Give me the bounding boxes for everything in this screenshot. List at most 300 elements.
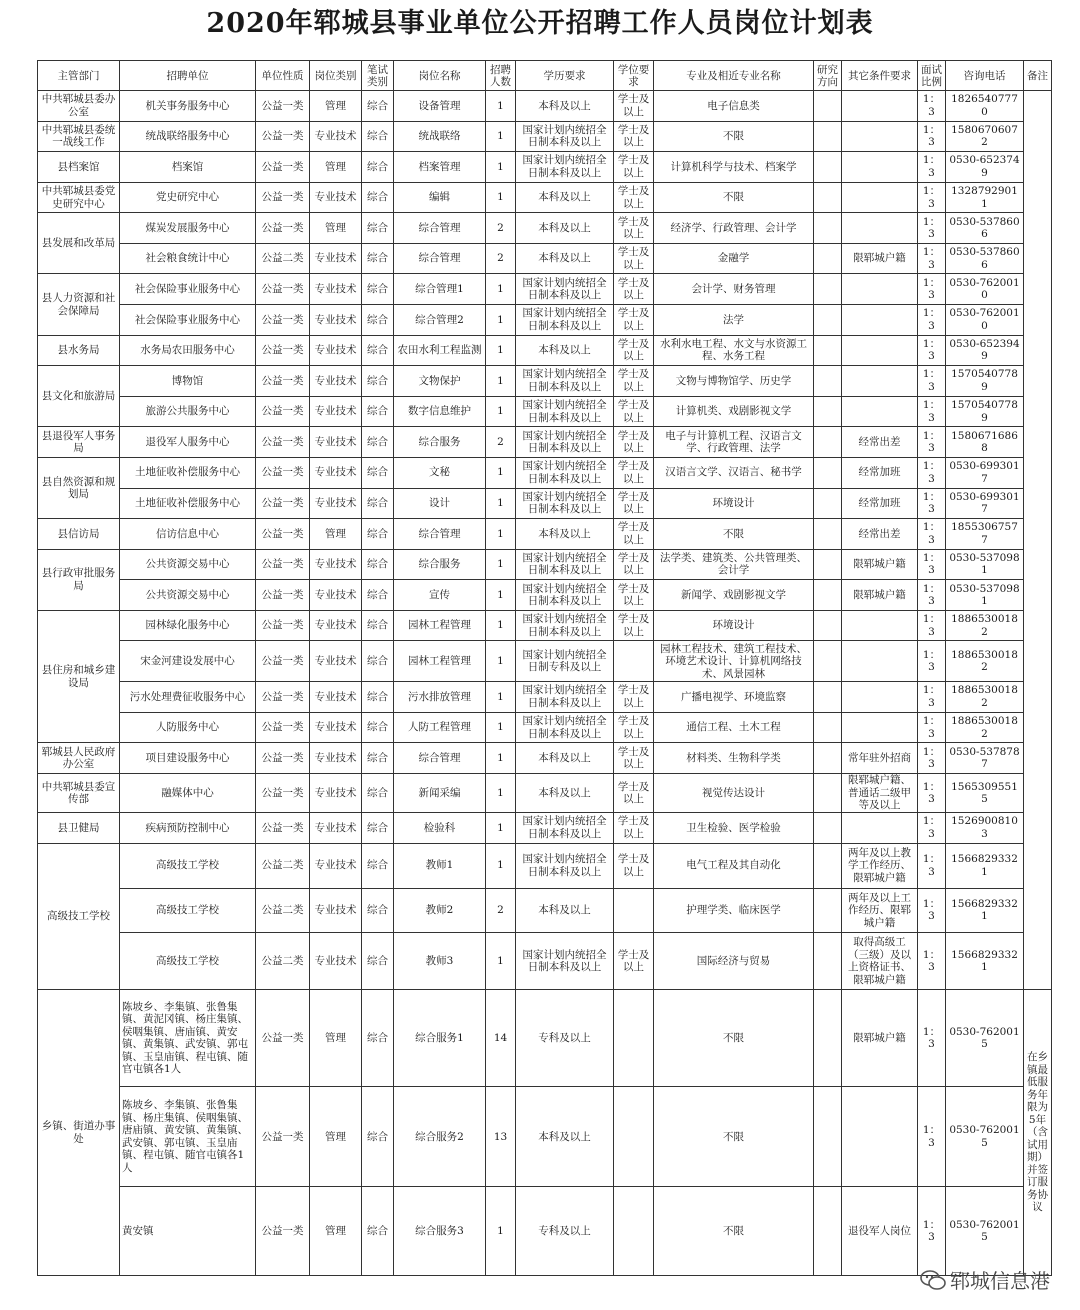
cell-major: 法学类、建筑类、公共管理类、会计学 bbox=[654, 549, 814, 580]
cell-major: 国际经济与贸易 bbox=[654, 933, 814, 990]
cell-phone: 18865300182 bbox=[946, 641, 1024, 682]
cell-dir bbox=[814, 519, 842, 550]
cell-exam: 综合 bbox=[362, 488, 394, 519]
cell-ratio: 1：3 bbox=[918, 743, 946, 774]
cell-other: 经常加班 bbox=[842, 457, 918, 488]
cell-phone: 0530-5378787 bbox=[946, 743, 1024, 774]
cell-post: 综合服务2 bbox=[394, 1087, 486, 1187]
column-header: 学历要求 bbox=[516, 61, 614, 91]
table-row bbox=[38, 366, 1052, 397]
cell-other bbox=[842, 182, 918, 213]
table-row bbox=[38, 91, 1052, 122]
cell-dir bbox=[814, 610, 842, 641]
cell-post: 设计 bbox=[394, 488, 486, 519]
cell-num: 1 bbox=[486, 773, 516, 812]
table-row bbox=[38, 457, 1052, 488]
table-row bbox=[38, 682, 1052, 713]
cell-cat: 专业技术 bbox=[310, 427, 362, 458]
cell-phone: 0530-6993017 bbox=[946, 488, 1024, 519]
cell-num: 1 bbox=[486, 488, 516, 519]
cell-exam: 综合 bbox=[362, 1087, 394, 1187]
cell-dept: 县行政审批服务局 bbox=[38, 549, 120, 610]
cell-num: 2 bbox=[486, 427, 516, 458]
table-row bbox=[38, 990, 1052, 1087]
cell-cat: 管理 bbox=[310, 213, 362, 244]
cell-exam: 综合 bbox=[362, 396, 394, 427]
cell-edu: 国家计划内统招全日制本科及以上 bbox=[516, 682, 614, 713]
cell-cat: 专业技术 bbox=[310, 121, 362, 152]
cell-major: 金融学 bbox=[654, 243, 814, 274]
column-header: 招聘人数 bbox=[486, 61, 516, 91]
cell-major: 不限 bbox=[654, 990, 814, 1087]
cell-other bbox=[842, 335, 918, 366]
cell-unit: 档案馆 bbox=[120, 152, 256, 183]
cell-dir bbox=[814, 682, 842, 713]
cell-ratio: 1：3 bbox=[918, 274, 946, 305]
cell-other: 限郓城户籍、普通话二级甲等及以上 bbox=[842, 773, 918, 812]
cell-exam: 综合 bbox=[362, 813, 394, 844]
cell-edu: 国家计划内统招全日制本科及以上 bbox=[516, 549, 614, 580]
cell-degree: 学士及以上 bbox=[614, 712, 654, 743]
cell-phone: 15705407789 bbox=[946, 396, 1024, 427]
cell-unit: 公共资源交易中心 bbox=[120, 580, 256, 611]
cell-dept: 县档案馆 bbox=[38, 152, 120, 183]
cell-nature: 公益一类 bbox=[256, 396, 310, 427]
table-row bbox=[38, 305, 1052, 336]
cell-nature: 公益一类 bbox=[256, 274, 310, 305]
cell-exam: 综合 bbox=[362, 121, 394, 152]
cell-degree: 学士及以上 bbox=[614, 580, 654, 611]
cell-num: 1 bbox=[486, 152, 516, 183]
cell-dir bbox=[814, 152, 842, 183]
cell-ratio: 1：3 bbox=[918, 580, 946, 611]
cell-cat: 专业技术 bbox=[310, 712, 362, 743]
cell-unit: 项目建设服务中心 bbox=[120, 743, 256, 774]
table-row bbox=[38, 396, 1052, 427]
cell-exam: 综合 bbox=[362, 580, 394, 611]
cell-edu: 国家计划内统招全日制本科及以上 bbox=[516, 121, 614, 152]
cell-cat: 专业技术 bbox=[310, 610, 362, 641]
cell-other bbox=[842, 366, 918, 397]
cell-post: 新闻采编 bbox=[394, 773, 486, 812]
cell-nature: 公益一类 bbox=[256, 121, 310, 152]
cell-dir bbox=[814, 843, 842, 888]
cell-post: 统战联络 bbox=[394, 121, 486, 152]
cell-edu: 国家计划内统招全日制本科及以上 bbox=[516, 396, 614, 427]
cell-major: 汉语言文学、汉语言、秘书学 bbox=[654, 457, 814, 488]
cell-major: 视觉传达设计 bbox=[654, 773, 814, 812]
cell-dir bbox=[814, 305, 842, 336]
cell-dir bbox=[814, 990, 842, 1087]
cell-nature: 公益一类 bbox=[256, 182, 310, 213]
cell-exam: 综合 bbox=[362, 182, 394, 213]
cell-ratio: 1：3 bbox=[918, 813, 946, 844]
table-row bbox=[38, 1087, 1052, 1187]
cell-ratio: 1：3 bbox=[918, 888, 946, 933]
cell-ratio: 1：3 bbox=[918, 121, 946, 152]
table-row bbox=[38, 152, 1052, 183]
cell-dir bbox=[814, 641, 842, 682]
cell-other: 经常加班 bbox=[842, 488, 918, 519]
cell-ratio: 1：3 bbox=[918, 712, 946, 743]
cell-exam: 综合 bbox=[362, 213, 394, 244]
cell-nature: 公益一类 bbox=[256, 743, 310, 774]
cell-num: 13 bbox=[486, 1087, 516, 1187]
cell-num: 1 bbox=[486, 519, 516, 550]
cell-other: 取得高级工（三级）及以上资格证书、限郓城户籍 bbox=[842, 933, 918, 990]
cell-num: 1 bbox=[486, 610, 516, 641]
cell-cat: 管理 bbox=[310, 519, 362, 550]
cell-edu: 本科及以上 bbox=[516, 213, 614, 244]
cell-major: 不限 bbox=[654, 1187, 814, 1276]
cell-nature: 公益一类 bbox=[256, 549, 310, 580]
cell-phone: 18865300182 bbox=[946, 712, 1024, 743]
cell-nature: 公益二类 bbox=[256, 933, 310, 990]
cell-dept: 县自然资源和规划局 bbox=[38, 457, 120, 518]
table-row bbox=[38, 580, 1052, 611]
cell-unit: 退役军人服务中心 bbox=[120, 427, 256, 458]
cell-unit: 陈坡乡、李集镇、张鲁集镇、黄泥冈镇、杨庄集镇、侯咽集镇、唐庙镇、黄安镇、黄集镇、武安镇、郭屯镇、玉皇庙镇、程屯镇、随官屯镇各1人 bbox=[120, 990, 256, 1087]
cell-edu: 国家计划内统招全日制本科及以上 bbox=[516, 457, 614, 488]
cell-dir bbox=[814, 427, 842, 458]
cell-dir bbox=[814, 1087, 842, 1187]
table-row bbox=[38, 773, 1052, 812]
cell-ratio: 1：3 bbox=[918, 773, 946, 812]
cell-unit: 党史研究中心 bbox=[120, 182, 256, 213]
cell-unit: 园林绿化服务中心 bbox=[120, 610, 256, 641]
cell-dir bbox=[814, 743, 842, 774]
wechat-icon bbox=[920, 1269, 946, 1291]
cell-cat: 专业技术 bbox=[310, 335, 362, 366]
cell-post: 文秘 bbox=[394, 457, 486, 488]
cell-num: 1 bbox=[486, 396, 516, 427]
cell-cat: 专业技术 bbox=[310, 182, 362, 213]
cell-cat: 专业技术 bbox=[310, 843, 362, 888]
cell-cat: 专业技术 bbox=[310, 488, 362, 519]
cell-post: 综合管理 bbox=[394, 743, 486, 774]
cell-degree bbox=[614, 1087, 654, 1187]
cell-nature: 公益一类 bbox=[256, 366, 310, 397]
cell-degree: 学士及以上 bbox=[614, 182, 654, 213]
cell-edu: 本科及以上 bbox=[516, 91, 614, 122]
cell-unit: 黄安镇 bbox=[120, 1187, 256, 1276]
cell-other: 限郓城户籍 bbox=[842, 549, 918, 580]
cell-edu: 国家计划内统招全日制本科及以上 bbox=[516, 488, 614, 519]
cell-degree: 学士及以上 bbox=[614, 152, 654, 183]
cell-other: 退役军人岗位 bbox=[842, 1187, 918, 1276]
cell-degree: 学士及以上 bbox=[614, 427, 654, 458]
cell-phone: 0530-7620010 bbox=[946, 274, 1024, 305]
cell-post: 污水排放管理 bbox=[394, 682, 486, 713]
cell-dir bbox=[814, 182, 842, 213]
cell-dept: 县文化和旅游局 bbox=[38, 366, 120, 427]
cell-phone: 18865300182 bbox=[946, 610, 1024, 641]
cell-degree: 学士及以上 bbox=[614, 813, 654, 844]
cell-major: 环境设计 bbox=[654, 488, 814, 519]
cell-nature: 公益一类 bbox=[256, 990, 310, 1087]
cell-edu: 国家计划内统招全日制本科及以上 bbox=[516, 933, 614, 990]
cell-edu: 国家计划内统招全日制本科及以上 bbox=[516, 427, 614, 458]
table-row bbox=[38, 1187, 1052, 1276]
cell-dir bbox=[814, 1187, 842, 1276]
cell-exam: 综合 bbox=[362, 933, 394, 990]
cell-dir bbox=[814, 712, 842, 743]
cell-major: 通信工程、土木工程 bbox=[654, 712, 814, 743]
cell-unit: 社会保险事业服务中心 bbox=[120, 305, 256, 336]
cell-degree: 学士及以上 bbox=[614, 682, 654, 713]
cell-dir bbox=[814, 366, 842, 397]
cell-major: 水利水电工程、水文与水资源工程、水务工程 bbox=[654, 335, 814, 366]
cell-num: 1 bbox=[486, 843, 516, 888]
cell-ratio: 1：3 bbox=[918, 488, 946, 519]
cell-major: 电子信息类 bbox=[654, 91, 814, 122]
cell-degree: 学士及以上 bbox=[614, 549, 654, 580]
cell-ratio: 1：3 bbox=[918, 396, 946, 427]
cell-unit: 土地征收补偿服务中心 bbox=[120, 488, 256, 519]
cell-dir bbox=[814, 274, 842, 305]
cell-cat: 专业技术 bbox=[310, 933, 362, 990]
table-row bbox=[38, 743, 1052, 774]
cell-dir bbox=[814, 243, 842, 274]
column-header: 岗位类别 bbox=[310, 61, 362, 91]
cell-dept: 郓城县人民政府办公室 bbox=[38, 743, 120, 774]
cell-major: 不限 bbox=[654, 519, 814, 550]
cell-other: 常年驻外招商 bbox=[842, 743, 918, 774]
cell-post: 综合服务 bbox=[394, 427, 486, 458]
cell-dir bbox=[814, 396, 842, 427]
cell-major: 计算机科学与技术、档案学 bbox=[654, 152, 814, 183]
cell-phone: 0530-6523949 bbox=[946, 335, 1024, 366]
cell-cat: 专业技术 bbox=[310, 243, 362, 274]
cell-edu: 本科及以上 bbox=[516, 888, 614, 933]
cell-degree: 学士及以上 bbox=[614, 457, 654, 488]
cell-ratio: 1：3 bbox=[918, 213, 946, 244]
cell-major: 法学 bbox=[654, 305, 814, 336]
cell-post: 人防工程管理 bbox=[394, 712, 486, 743]
cell-unit: 融媒体中心 bbox=[120, 773, 256, 812]
cell-dept: 县卫健局 bbox=[38, 813, 120, 844]
cell-phone: 0530-6993017 bbox=[946, 457, 1024, 488]
cell-cat: 专业技术 bbox=[310, 813, 362, 844]
cell-post: 教师1 bbox=[394, 843, 486, 888]
cell-post: 综合管理1 bbox=[394, 274, 486, 305]
cell-num: 2 bbox=[486, 213, 516, 244]
cell-other bbox=[842, 641, 918, 682]
cell-edu: 国家计划内统招全日制本科及以上 bbox=[516, 366, 614, 397]
column-header: 其它条件要求 bbox=[842, 61, 918, 91]
cell-other: 两年及以上教学工作经历、限郓城户籍 bbox=[842, 843, 918, 888]
cell-degree: 学士及以上 bbox=[614, 274, 654, 305]
table-row bbox=[38, 488, 1052, 519]
cell-exam: 综合 bbox=[362, 335, 394, 366]
cell-num: 1 bbox=[486, 366, 516, 397]
cell-major: 卫生检验、医学检验 bbox=[654, 813, 814, 844]
cell-degree bbox=[614, 990, 654, 1087]
cell-cat: 专业技术 bbox=[310, 743, 362, 774]
cell-cat: 专业技术 bbox=[310, 682, 362, 713]
cell-ratio: 1：3 bbox=[918, 91, 946, 122]
cell-num: 1 bbox=[486, 457, 516, 488]
cell-unit: 社会保险事业服务中心 bbox=[120, 274, 256, 305]
cell-edu: 国家计划内统招全日制本科及以上 bbox=[516, 843, 614, 888]
cell-dir bbox=[814, 213, 842, 244]
cell-nature: 公益一类 bbox=[256, 427, 310, 458]
cell-unit: 机关事务服务中心 bbox=[120, 91, 256, 122]
cell-edu: 本科及以上 bbox=[516, 182, 614, 213]
cell-cat: 管理 bbox=[310, 1087, 362, 1187]
cell-major: 不限 bbox=[654, 182, 814, 213]
cell-post: 综合服务3 bbox=[394, 1187, 486, 1276]
cell-ratio: 1：3 bbox=[918, 549, 946, 580]
cell-unit: 信访信息中心 bbox=[120, 519, 256, 550]
cell-ratio: 1：3 bbox=[918, 933, 946, 990]
cell-nature: 公益一类 bbox=[256, 641, 310, 682]
cell-dir bbox=[814, 813, 842, 844]
table-row bbox=[38, 843, 1052, 888]
cell-cat: 专业技术 bbox=[310, 366, 362, 397]
cell-unit: 污水处理费征收服务中心 bbox=[120, 682, 256, 713]
cell-nature: 公益一类 bbox=[256, 813, 310, 844]
cell-edu: 本科及以上 bbox=[516, 1087, 614, 1187]
cell-exam: 综合 bbox=[362, 91, 394, 122]
page-title: 2020年郓城县事业单位公开招聘工作人员岗位计划表 bbox=[206, 8, 874, 39]
cell-exam: 综合 bbox=[362, 990, 394, 1087]
cell-edu: 本科及以上 bbox=[516, 743, 614, 774]
column-header: 笔试类别 bbox=[362, 61, 394, 91]
cell-degree: 学士及以上 bbox=[614, 366, 654, 397]
cell-major: 不限 bbox=[654, 121, 814, 152]
column-header: 学位要求 bbox=[614, 61, 654, 91]
cell-nature: 公益一类 bbox=[256, 457, 310, 488]
cell-cat: 专业技术 bbox=[310, 773, 362, 812]
cell-nature: 公益一类 bbox=[256, 213, 310, 244]
cell-ratio: 1：3 bbox=[918, 243, 946, 274]
cell-major: 不限 bbox=[654, 1087, 814, 1187]
cell-phone: 0530-7620015 bbox=[946, 990, 1024, 1087]
cell-other bbox=[842, 152, 918, 183]
cell-major: 经济学、行政管理、会计学 bbox=[654, 213, 814, 244]
cell-ratio: 1：3 bbox=[918, 1087, 946, 1187]
cell-exam: 综合 bbox=[362, 641, 394, 682]
cell-exam: 综合 bbox=[362, 457, 394, 488]
cell-degree bbox=[614, 641, 654, 682]
cell-other bbox=[842, 682, 918, 713]
cell-ratio: 1：3 bbox=[918, 641, 946, 682]
cell-post: 综合管理 bbox=[394, 243, 486, 274]
cell-degree: 学士及以上 bbox=[614, 121, 654, 152]
cell-dept: 中共郓城县委党史研究中心 bbox=[38, 182, 120, 213]
cell-unit: 博物馆 bbox=[120, 366, 256, 397]
column-header: 专业及相近专业名称 bbox=[654, 61, 814, 91]
cell-post: 综合服务 bbox=[394, 549, 486, 580]
cell-post: 数字信息维护 bbox=[394, 396, 486, 427]
cell-exam: 综合 bbox=[362, 305, 394, 336]
cell-cat: 专业技术 bbox=[310, 396, 362, 427]
cell-degree: 学士及以上 bbox=[614, 91, 654, 122]
table-row bbox=[38, 121, 1052, 152]
cell-edu: 国家计划内统招全日制本科及以上 bbox=[516, 580, 614, 611]
column-header: 岗位名称 bbox=[394, 61, 486, 91]
cell-num: 14 bbox=[486, 990, 516, 1087]
cell-num: 1 bbox=[486, 549, 516, 580]
column-header: 咨询电话 bbox=[946, 61, 1024, 91]
cell-unit: 高级技工学校 bbox=[120, 843, 256, 888]
cell-dept: 县发展和改革局 bbox=[38, 213, 120, 274]
cell-cat: 专业技术 bbox=[310, 457, 362, 488]
cell-degree: 学士及以上 bbox=[614, 213, 654, 244]
cell-nature: 公益二类 bbox=[256, 843, 310, 888]
cell-post: 农田水利工程监测 bbox=[394, 335, 486, 366]
cell-edu: 国家计划内统招全日制本科及以上 bbox=[516, 152, 614, 183]
cell-dept: 县住房和城乡建设局 bbox=[38, 610, 120, 743]
cell-dept: 高级技工学校 bbox=[38, 843, 120, 990]
column-header: 研究方向 bbox=[814, 61, 842, 91]
cell-note: 在乡镇最低服务年限为5年（含试用期）并签订服务协议 bbox=[1024, 990, 1052, 1276]
cell-unit: 人防服务中心 bbox=[120, 712, 256, 743]
cell-ratio: 1：3 bbox=[918, 335, 946, 366]
cell-exam: 综合 bbox=[362, 152, 394, 183]
table-row bbox=[38, 813, 1052, 844]
cell-exam: 综合 bbox=[362, 743, 394, 774]
cell-nature: 公益一类 bbox=[256, 773, 310, 812]
cell-phone: 18553067577 bbox=[946, 519, 1024, 550]
cell-cat: 专业技术 bbox=[310, 888, 362, 933]
cell-nature: 公益一类 bbox=[256, 712, 310, 743]
cell-ratio: 1：3 bbox=[918, 366, 946, 397]
cell-edu: 本科及以上 bbox=[516, 773, 614, 812]
cell-num: 1 bbox=[486, 712, 516, 743]
cell-nature: 公益一类 bbox=[256, 305, 310, 336]
cell-edu: 专科及以上 bbox=[516, 990, 614, 1087]
table-row bbox=[38, 888, 1052, 933]
cell-ratio: 1：3 bbox=[918, 1187, 946, 1276]
cell-phone: 15668293321 bbox=[946, 843, 1024, 888]
cell-degree: 学士及以上 bbox=[614, 610, 654, 641]
cell-degree bbox=[614, 1187, 654, 1276]
cell-post: 综合管理 bbox=[394, 519, 486, 550]
cell-unit: 陈坡乡、李集镇、张鲁集镇、杨庄集镇、侯咽集镇、唐庙镇、黄安镇、黄集镇、武安镇、郭屯镇、玉皇庙镇、程屯镇、随官屯镇各1人 bbox=[120, 1087, 256, 1187]
cell-other: 两年及以上工作经历、限郓城户籍 bbox=[842, 888, 918, 933]
cell-dept: 中共郓城县委办公室 bbox=[38, 91, 120, 122]
column-header: 备注 bbox=[1024, 61, 1052, 91]
cell-exam: 综合 bbox=[362, 610, 394, 641]
cell-exam: 综合 bbox=[362, 1187, 394, 1276]
cell-ratio: 1：3 bbox=[918, 610, 946, 641]
cell-other bbox=[842, 91, 918, 122]
cell-other bbox=[842, 813, 918, 844]
cell-post: 检验科 bbox=[394, 813, 486, 844]
cell-num: 1 bbox=[486, 182, 516, 213]
table-row bbox=[38, 243, 1052, 274]
cell-degree: 学士及以上 bbox=[614, 933, 654, 990]
cell-degree: 学士及以上 bbox=[614, 488, 654, 519]
cell-num: 1 bbox=[486, 91, 516, 122]
cell-major: 电子与计算机工程、汉语言文学、行政管理、法学 bbox=[654, 427, 814, 458]
cell-exam: 综合 bbox=[362, 712, 394, 743]
cell-edu: 国家计划内统招全日制本科及以上 bbox=[516, 712, 614, 743]
cell-major: 会计学、财务管理 bbox=[654, 274, 814, 305]
cell-unit: 煤炭发展服务中心 bbox=[120, 213, 256, 244]
cell-ratio: 1：3 bbox=[918, 182, 946, 213]
cell-exam: 综合 bbox=[362, 274, 394, 305]
cell-phone: 0530-7620015 bbox=[946, 1087, 1024, 1187]
cell-degree: 学士及以上 bbox=[614, 773, 654, 812]
cell-num: 1 bbox=[486, 121, 516, 152]
recruitment-table bbox=[37, 60, 1052, 1276]
cell-dept: 县人力资源和社会保障局 bbox=[38, 274, 120, 335]
table-row bbox=[38, 274, 1052, 305]
cell-num: 2 bbox=[486, 243, 516, 274]
